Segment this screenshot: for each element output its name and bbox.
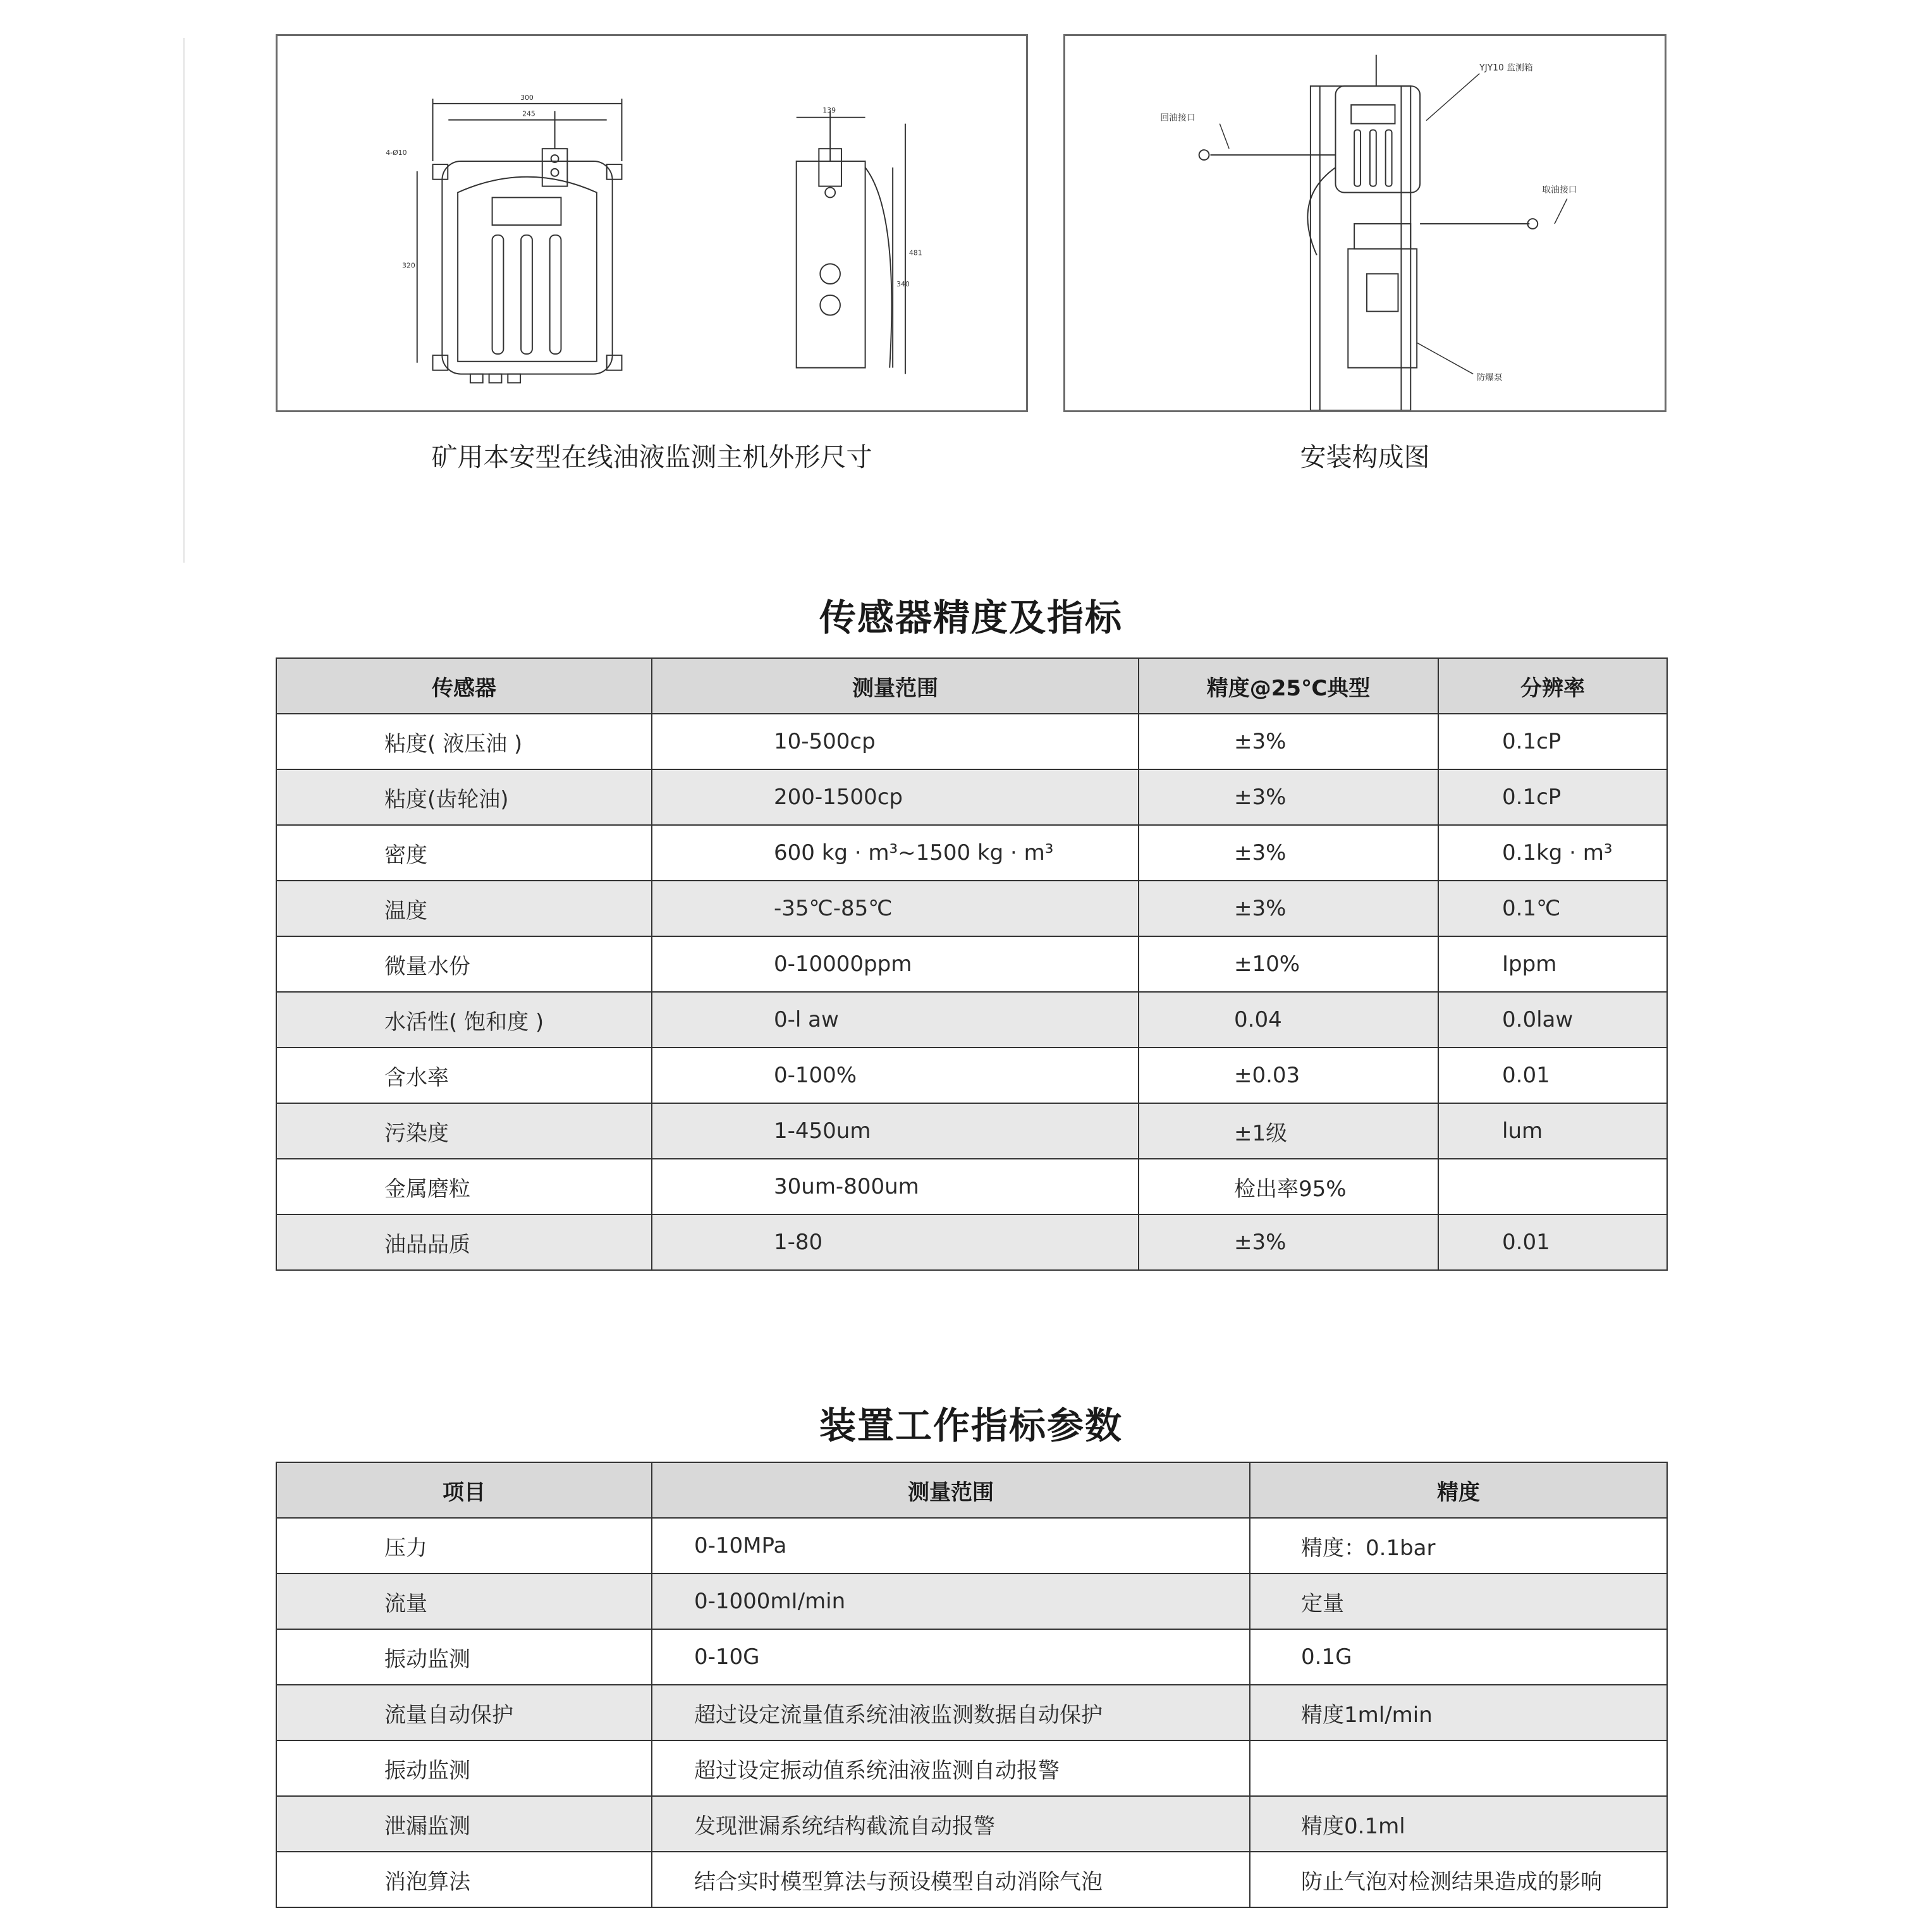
table-cell: 消泡算法 [276,1852,652,1907]
front-panel [458,177,597,362]
table-cell: ±3% [1139,1214,1438,1270]
label-return-port: 回油接口 [1160,113,1195,123]
dimension-drawing-figure [276,34,1028,412]
table-cell: 超过设定振动值系统油液监测自动报警 [652,1740,1250,1796]
table-cell: 0-1000mI/min [652,1574,1250,1629]
table-cell: 发现泄漏系统结构截流自动报警 [652,1796,1250,1852]
installation-diagram-figure [1063,34,1666,412]
dim-side-height-outer: 481 [908,248,922,257]
table-cell: 定量 [1250,1574,1667,1629]
table-cell: 粘度(齿轮油) [276,769,652,825]
explosion-proof-pump [1348,249,1417,368]
table-cell: 防止气泡对检测结果造成的影响 [1250,1852,1667,1907]
table-header-row [276,658,1667,714]
table-row [276,1159,1667,1214]
table-cell: 泄漏监测 [276,1796,652,1852]
table-cell: 水活性( 饱和度 ) [276,992,652,1048]
table-row [276,714,1667,769]
table-cell: 0.1℃ [1438,881,1667,936]
table-cell: 振动监测 [276,1740,652,1796]
table-cell: 0.1G [1250,1629,1667,1685]
page-left-rule [183,38,185,563]
table-cell: -35℃-85℃ [652,881,1139,936]
table-cell: 结合实时模型算法与预设模型自动消除气泡 [652,1852,1250,1907]
dim-width-outer: 300 [520,93,534,102]
sensor-table-title: 传感器精度及指标 [819,596,1123,639]
table-row [276,1852,1667,1907]
table-row [276,936,1667,992]
header-cell: 精度 [1250,1462,1667,1518]
table-row [276,1796,1667,1852]
table-row [276,1740,1667,1796]
table-cell: 密度 [276,825,652,881]
table-row [276,769,1667,825]
table-cell: ±0.03 [1139,1048,1438,1103]
table-cell: ±3% [1139,769,1438,825]
installation-diagram [1065,36,1665,410]
table-row [276,1103,1667,1159]
table-header-row [276,1462,1667,1518]
table-cell: ±3% [1139,881,1438,936]
display-window [492,197,561,225]
table-row [276,825,1667,881]
table-cell: 精度：0.1bar [1250,1518,1667,1574]
table-cell: 0.1cP [1438,769,1667,825]
table-cell: 精度1ml/min [1250,1685,1667,1740]
table-cell: 含水率 [276,1048,652,1103]
table-cell: 流量自动保护 [276,1685,652,1740]
header-cell: 项目 [276,1462,652,1518]
dimension-drawing [278,36,1026,410]
table-cell: 压力 [276,1518,652,1574]
dimension-drawing-caption: 矿用本安型在线油液监测主机外形尺寸 [431,442,872,472]
table-cell: 600 kg · m³~1500 kg · m³ [652,825,1139,881]
table-cell: 粘度( 液压油 ) [276,714,652,769]
table-cell: 10-500cp [652,714,1139,769]
dim-height: 320 [402,261,415,270]
table-row [276,992,1667,1048]
table-cell: 精度0.1ml [1250,1796,1667,1852]
header-cell: 测量范围 [652,658,1139,714]
table-cell: ±3% [1139,825,1438,881]
table-cell: 油品品质 [276,1214,652,1270]
table-row [276,881,1667,936]
table-cell: Ippm [1438,936,1667,992]
device-spec-table [276,1462,1668,1908]
table-cell: 检出率95% [1139,1159,1438,1214]
header-cell: 传感器 [276,658,652,714]
table-cell: 微量水份 [276,936,652,992]
table-cell: 振动监测 [276,1629,652,1685]
table-cell: 0.1kg · m³ [1438,825,1667,881]
label-pump: 防爆泵 [1476,372,1503,383]
device-table-title: 装置工作指标参数 [819,1404,1123,1447]
table-cell [1438,1159,1667,1214]
header-cell: 测量范围 [652,1462,1250,1518]
table-cell: 0-10000ppm [652,936,1139,992]
table-cell: 0.0law [1438,992,1667,1048]
monitor-box [1335,86,1420,192]
table-cell: 流量 [276,1574,652,1629]
front-enclosure [442,161,612,374]
table-cell: 0.04 [1139,992,1438,1048]
header-cell: 精度@25℃典型 [1139,658,1438,714]
dim-hole: 4-Ø10 [386,149,407,157]
table-cell: 200-1500cp [652,769,1139,825]
table-cell: 0.01 [1438,1048,1667,1103]
table-row [276,1214,1667,1270]
sensor-spec-table [276,657,1668,1271]
table-row [276,1629,1667,1685]
header-cell: 分辨率 [1438,658,1667,714]
table-cell: 0.01 [1438,1214,1667,1270]
label-monitor-box: YJY10 监测箱 [1479,63,1533,73]
label-intake-port: 取油接口 [1542,185,1577,195]
table-cell: 1-80 [652,1214,1139,1270]
dim-side-depth: 139 [822,106,836,114]
table-cell: 30um-800um [652,1159,1139,1214]
table-cell: ±3% [1139,714,1438,769]
table-row [276,1518,1667,1574]
table-cell: ±1级 [1139,1103,1438,1159]
table-cell: 温度 [276,881,652,936]
table-cell: 金属磨粒 [276,1159,652,1214]
table-cell: 1-450um [652,1103,1139,1159]
table-cell: lum [1438,1103,1667,1159]
table-row [276,1574,1667,1629]
installation-diagram-caption: 安装构成图 [1300,442,1430,472]
dim-side-height-inner: 340 [896,279,910,288]
table-cell [1250,1740,1667,1796]
table-cell: 0-10MPa [652,1518,1250,1574]
table-cell: 污染度 [276,1103,652,1159]
table-cell: 0-l aw [652,992,1139,1048]
table-cell: 0-10G [652,1629,1250,1685]
table-row [276,1048,1667,1103]
dim-width-inner: 245 [522,109,535,118]
table-cell: 0.1cP [1438,714,1667,769]
table-cell: ±10% [1139,936,1438,992]
table-row [276,1685,1667,1740]
table-cell: 超过设定流量值系统油液监测数据自动保护 [652,1685,1250,1740]
table-cell: 0-100% [652,1048,1139,1103]
